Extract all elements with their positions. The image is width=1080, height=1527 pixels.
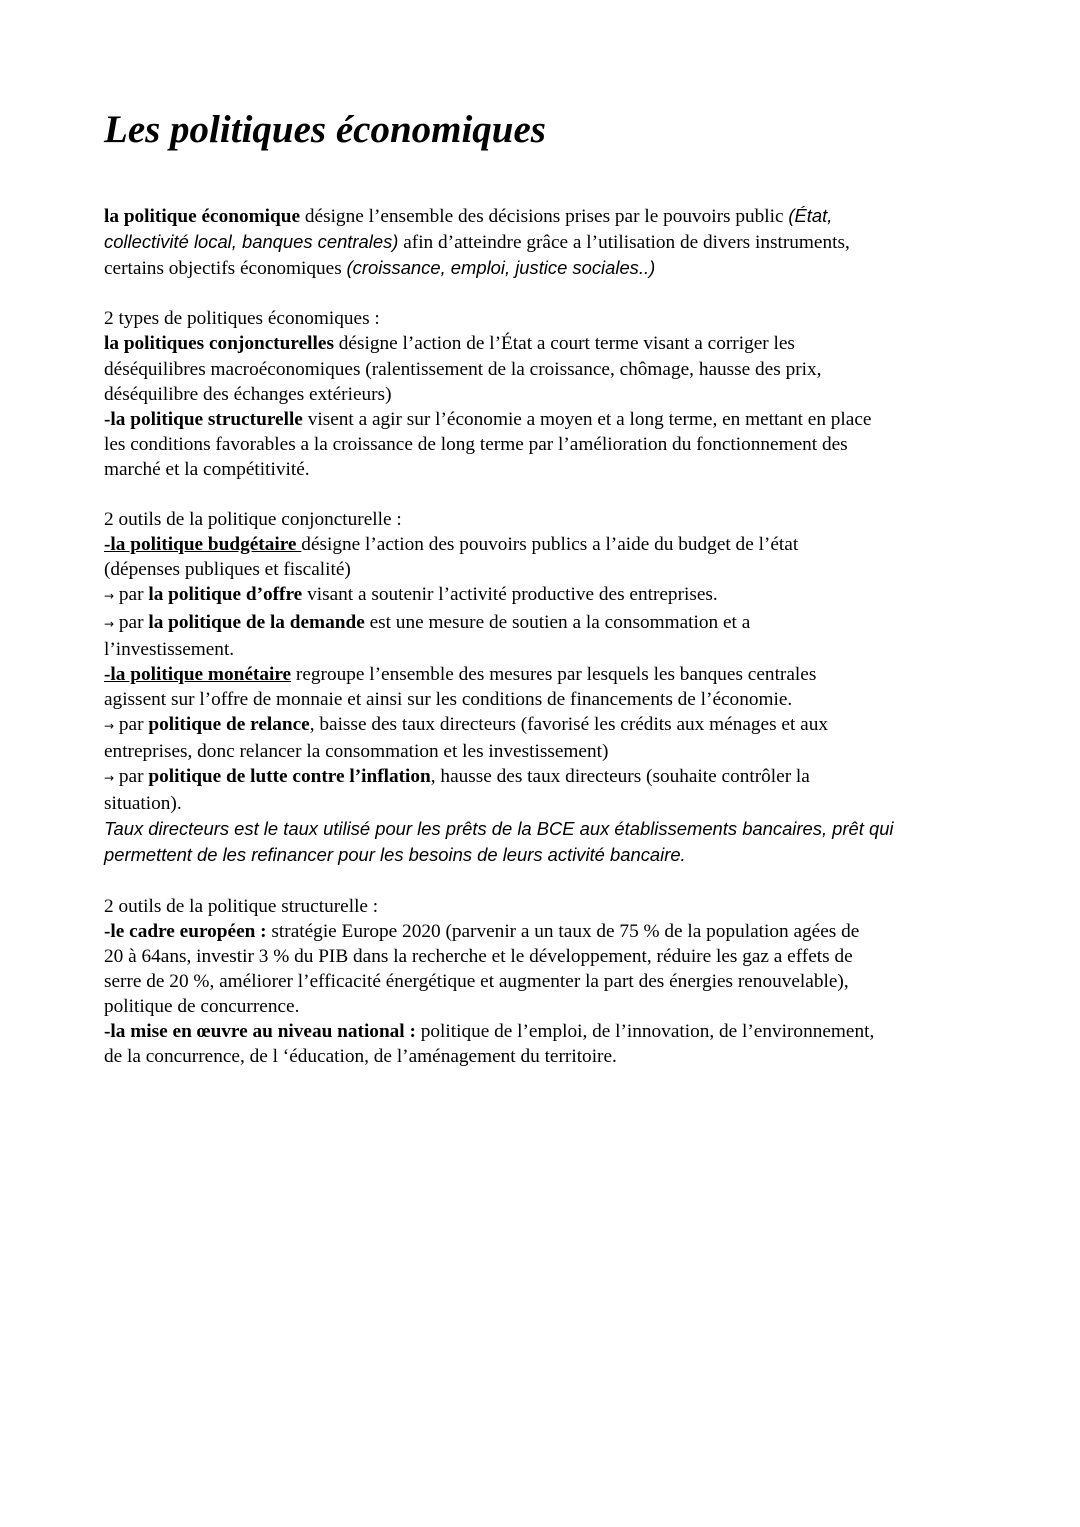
euro-line-4: politique de concurrence. — [104, 995, 300, 1017]
spacer — [104, 482, 984, 507]
struct-tools-heading: 2 outils de la politique structurelle : — [104, 895, 379, 917]
monetaire-line-2: agissent sur l’offre de monnaie et ainsi sur les conditions de financements de l’économie. — [104, 688, 793, 710]
offre-line: → par la politique d’offre visant a soutenir l’activité productive des entreprises. — [104, 584, 718, 606]
demande-line-2: l’investissement. — [104, 638, 235, 660]
arrow-icon: → — [104, 718, 115, 733]
term-niveau-national: -la mise en œuvre au niveau national : — [104, 1021, 416, 1042]
intro-line-3: certains objectifs économiques (croissance, emploi, justice sociales..) — [104, 257, 656, 280]
budget-line-2: (dépenses publiques et fiscalité) — [104, 559, 351, 581]
document-body — [104, 203, 984, 1069]
term-relance: politique de relance — [148, 713, 310, 735]
inflation-line-1: → par politique de lutte contre l’inflation, hausse des taux directeurs (souhaite contrôler la — [104, 766, 810, 788]
term-structurelle: -la politique structurelle — [104, 408, 303, 430]
national-line-2: de la concurrence, de l ‘éducation, de l’aménagement du territoire. — [104, 1046, 617, 1068]
note-line-1: Taux directeurs est le taux utilisé pour les prêts de la BCE aux établissements bancaires, prêt qui — [104, 818, 894, 840]
spacer — [104, 281, 984, 306]
note-line-2: permettent de les refinancer pour les besoins de leurs activité bancaire. — [104, 844, 686, 866]
euro-line-1: -le cadre européen : stratégie Europe 2020 (parvenir a un taux de 75 % de la population agées de — [104, 920, 860, 942]
spacer — [104, 868, 984, 893]
national-line-1: -la mise en œuvre au niveau national : politique de l’emploi, de l’innovation, de l’environnement, — [104, 1021, 875, 1042]
term-politique-economique: la politique économique — [104, 206, 301, 227]
conj-line-1: la politiques conjoncturelles désigne l’action de l’État a court terme visant a corriger les — [104, 333, 795, 355]
monetaire-line-1: -la politique monétaire regroupe l’ensemble des mesures par lesquels les banques centrales — [104, 663, 817, 685]
relance-line-1: → par politique de relance, baisse des taux directeurs (favorisé les crédits aux ménages et aux — [104, 713, 828, 735]
term-cadre-europeen: -le cadre européen : — [104, 920, 267, 942]
term-monetaire: -la politique monétaire — [104, 663, 292, 685]
arrow-icon: → — [104, 771, 115, 786]
document-page — [104, 104, 984, 1069]
term-demande: la politique de la demande — [148, 611, 365, 633]
term-inflation: politique de lutte contre l’inflation — [148, 766, 431, 788]
relance-line-2: entreprises, donc relancer la consommation et les investissement) — [104, 740, 609, 762]
struct-line-1: -la politique structurelle visent a agir sur l’économie a moyen et a long terme, en mettant en place — [104, 408, 872, 430]
euro-line-2: 20 à 64ans, investir 3 % du PIB dans la recherche et le développement, réduire les gaz a effets de — [104, 945, 853, 967]
struct-line-2: les conditions favorables a la croissance de long terme par l’amélioration du fonctionnement des — [104, 433, 848, 455]
term-offre: la politique d’offre — [148, 584, 303, 606]
term-conjoncturelles: la politiques conjoncturelles — [104, 333, 334, 355]
term-budgetaire: -la politique budgétaire — [104, 534, 302, 556]
arrow-icon: → — [104, 616, 115, 631]
struct-line-3: marché et la compétitivité. — [104, 458, 310, 480]
budget-line-1: -la politique budgétaire désigne l’action des pouvoirs publics a l’aide du budget de l’état — [104, 534, 799, 556]
intro-line-2: collectivité local, banques centrales) afin d’atteindre grâce a l’utilisation de divers instruments, — [104, 231, 850, 254]
arrow-icon: → — [104, 589, 115, 604]
demande-line-1: → par la politique de la demande est une mesure de soutien a la consommation et a — [104, 611, 751, 633]
conj-tools-heading: 2 outils de la politique conjoncturelle : — [104, 509, 402, 531]
euro-line-3: serre de 20 %, améliorer l’efficacité énergétique et augmenter la part des énergies renouvelable), — [104, 970, 849, 992]
conj-line-3: déséquilibre des échanges extérieurs) — [104, 383, 392, 405]
conj-line-2: déséquilibres macroéconomiques (ralentissement de la croissance, chômage, hausse des prix, — [104, 358, 822, 380]
page-title: Les politiques économiques — [104, 108, 546, 151]
intro-line-1: la politique économique désigne l’ensemble des décisions prises par le pouvoirs public (État, — [104, 205, 833, 227]
inflation-line-2: situation). — [104, 793, 182, 815]
types-heading: 2 types de politiques économiques : — [104, 308, 380, 330]
